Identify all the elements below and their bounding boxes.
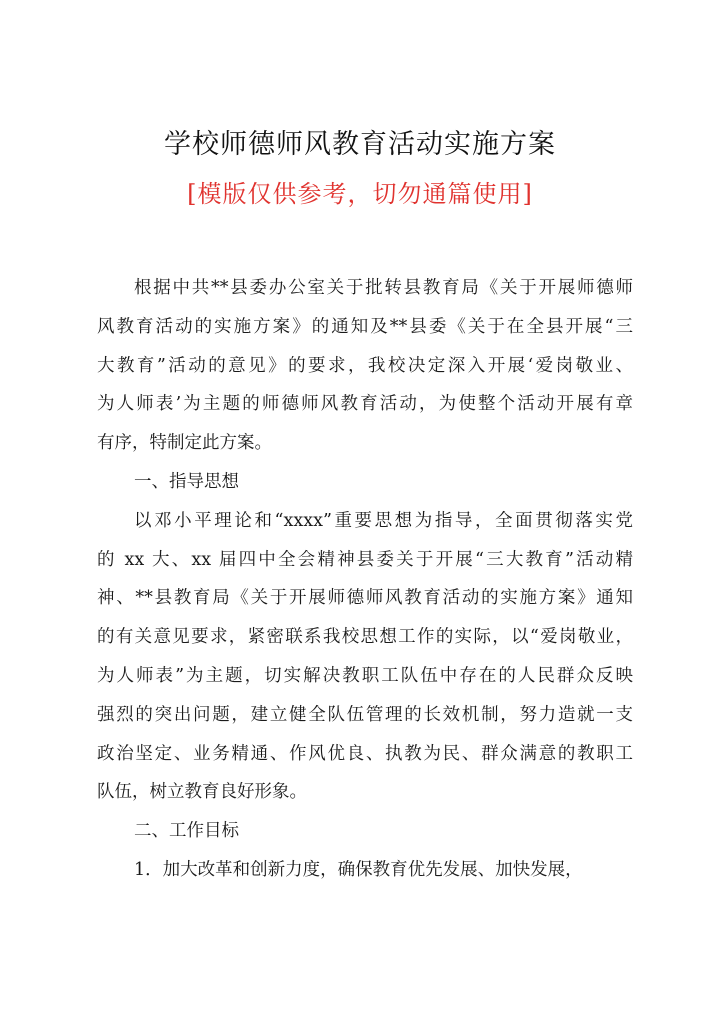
body-line: 有序，特制定此方案。: [97, 433, 272, 454]
body-line: 政治坚定、业务精通、作风优良、执教为民、群众满意的教职工: [97, 743, 633, 764]
body-line: 强烈的突出问题，建立健全队伍管理的长效机制，努力造就一支: [97, 704, 633, 725]
body-line: 的有关意见要求，紧密联系我校思想工作的实际，以“爱岗敬业，: [97, 627, 633, 648]
body-line: 的 xx 大、xx 届四中全会精神县委关于开展“三大教育”活动精: [97, 549, 633, 570]
body-line: 为人师表”为主题，切实解决教职工队伍中存在的人民群众反映: [97, 665, 633, 686]
template-notice: [模版仅供参考，切勿通篇使用]: [187, 180, 533, 208]
body-line: 神、**县教育局《关于开展师德师风教育活动的实施方案》通知: [97, 588, 633, 609]
body-line: 以邓小平理论和“xxxx”重要思想为指导，全面贯彻落实党: [134, 510, 633, 531]
body-line: 1．加大改革和创新力度，确保教育优先发展、加快发展，: [134, 859, 583, 880]
body-line: 大教育”活动的意见》的要求，我校决定深入开展‘爱岗敬业、: [97, 355, 633, 376]
body-line: 根据中共**县委办公室关于批转县教育局《关于开展师德师: [134, 278, 633, 298]
body-line: 队伍，树立教育良好形象。: [97, 782, 307, 803]
body-line: 风教育活动的实施方案》的通知及**县委《关于在全县开展“三: [97, 316, 633, 337]
section-heading: 二、工作目标: [134, 821, 239, 842]
body-line: 为人师表’为主题的师德师风教育活动，为使整个活动开展有章: [97, 394, 633, 415]
section-heading: 一、指导思想: [134, 471, 239, 492]
document-title: 学校师德师风教育活动实施方案: [164, 129, 556, 160]
document-body: [97, 269, 633, 890]
